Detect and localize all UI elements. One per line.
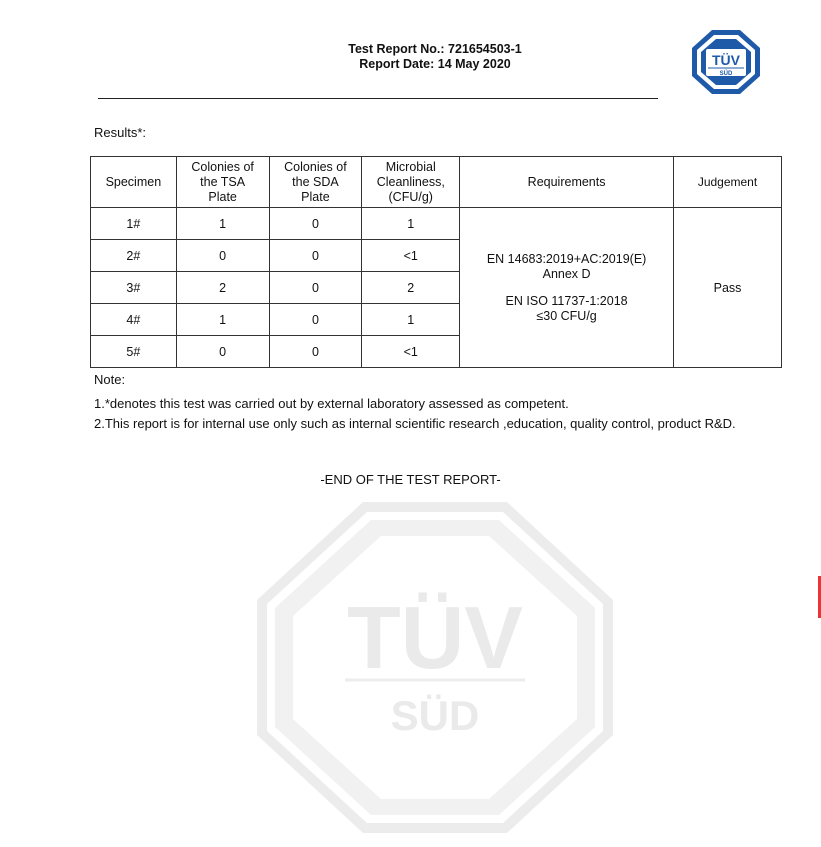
cell-specimen: 3# <box>91 272 177 304</box>
cell-sda: 0 <box>269 304 362 336</box>
requirement-line: Annex D <box>542 266 591 281</box>
header-tsa-line: Colonies of <box>191 159 254 174</box>
header-microbial-line: (CFU/g) <box>388 189 433 204</box>
cell-tsa: 1 <box>176 208 269 240</box>
tuv-sud-watermark-icon <box>255 500 615 835</box>
header-sda-line: Colonies of <box>284 159 347 174</box>
cell-microbial: <1 <box>362 336 460 368</box>
header-requirements: Requirements <box>460 157 674 208</box>
requirement-line: ≤30 CFU/g <box>536 308 597 323</box>
cell-tsa: 0 <box>176 336 269 368</box>
cell-sda: 0 <box>269 272 362 304</box>
cell-microbial: 1 <box>362 208 460 240</box>
header-microbial-line: Cleanliness, <box>376 174 445 189</box>
requirement-line: EN 14683:2019+AC:2019(E) <box>486 251 647 266</box>
watermark-text-top: TÜV <box>347 588 523 687</box>
tuv-sud-logo-icon <box>690 28 762 96</box>
report-header <box>250 42 620 72</box>
cell-tsa: 1 <box>176 304 269 336</box>
requirement-line: EN ISO 11737-1:2018 <box>505 293 628 308</box>
results-label: Results*: <box>94 125 147 140</box>
header-divider <box>98 98 658 99</box>
cell-microbial: <1 <box>362 240 460 272</box>
header-tsa-line: the TSA <box>200 174 246 189</box>
logo-text-top: TÜV <box>712 52 740 68</box>
cell-requirements <box>460 208 674 368</box>
watermark-text-bottom: SÜD <box>390 692 480 739</box>
header-microbial-line: Microbial <box>385 159 436 174</box>
cell-specimen: 1# <box>91 208 177 240</box>
cell-tsa: 2 <box>176 272 269 304</box>
header-tsa <box>176 157 269 208</box>
report-number: Test Report No.: 721654503-1 <box>348 42 522 56</box>
cell-tsa: 0 <box>176 240 269 272</box>
header-sda-line: Plate <box>301 189 330 204</box>
header-specimen: Specimen <box>91 157 177 208</box>
cell-sda: 0 <box>269 336 362 368</box>
note-label: Note: <box>94 372 126 387</box>
cell-specimen: 4# <box>91 304 177 336</box>
cell-specimen: 2# <box>91 240 177 272</box>
note-item: 2.This report is for internal use only such as internal scientific research ,education, quality control, product R&D. <box>94 416 736 431</box>
cell-microbial: 2 <box>362 272 460 304</box>
header-microbial <box>362 157 460 208</box>
header-judgement: Judgement <box>674 157 782 208</box>
cell-judgement: Pass <box>674 208 782 368</box>
end-of-report: -END OF THE TEST REPORT- <box>320 472 501 487</box>
cell-sda: 0 <box>269 240 362 272</box>
table-row <box>91 208 782 240</box>
results-table <box>90 156 782 368</box>
cell-sda: 0 <box>269 208 362 240</box>
header-sda-line: the SDA <box>292 174 339 189</box>
report-date: Report Date: 14 May 2020 <box>359 57 511 71</box>
header-sda <box>269 157 362 208</box>
cell-microbial: 1 <box>362 304 460 336</box>
header-tsa-line: Plate <box>208 189 237 204</box>
cell-specimen: 5# <box>91 336 177 368</box>
note-item: 1.*denotes this test was carried out by external laboratory assessed as competent. <box>94 396 569 411</box>
table-header-row <box>91 157 782 208</box>
logo-text-bottom: SÜD <box>719 71 733 77</box>
